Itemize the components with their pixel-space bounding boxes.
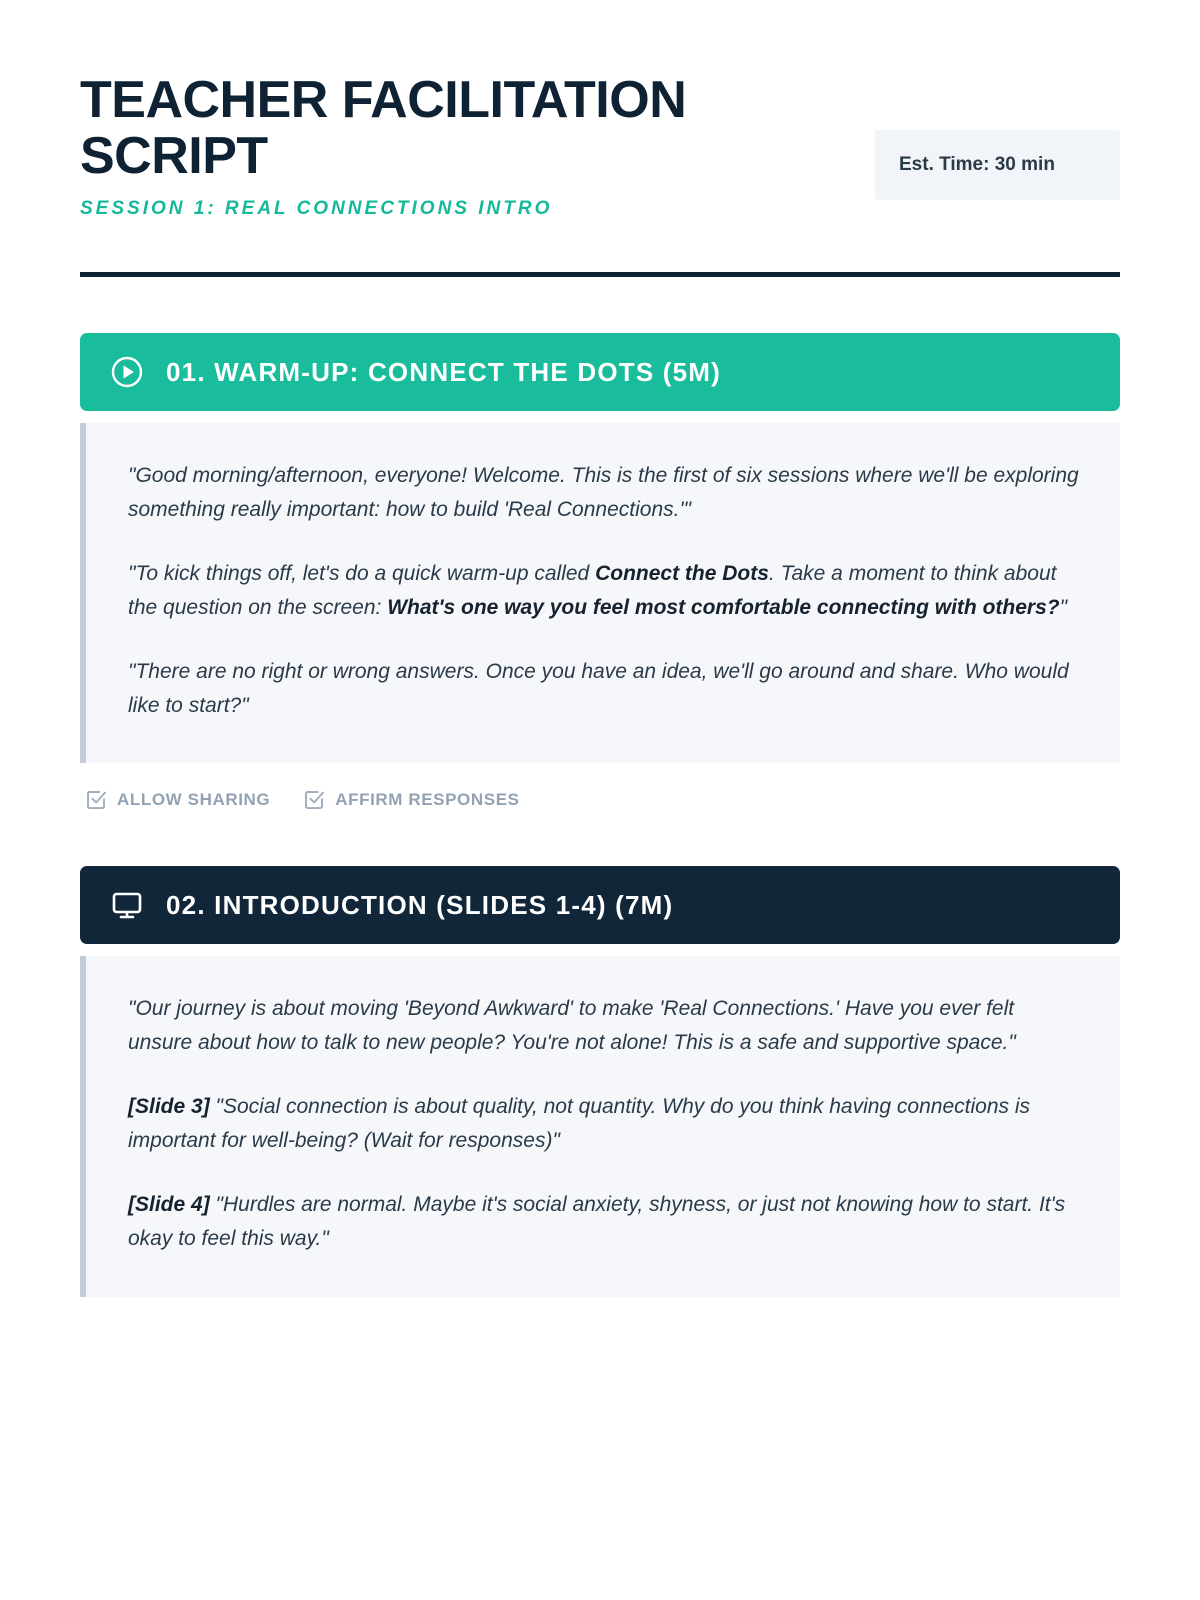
header-text-group bbox=[80, 72, 845, 220]
script-section bbox=[80, 333, 1120, 810]
section-header-bar bbox=[80, 333, 1120, 411]
section-title: 02. INTRODUCTION (SLIDES 1-4) (7M) bbox=[166, 889, 674, 920]
section-checklist bbox=[80, 789, 1120, 810]
checklist-item[interactable] bbox=[86, 789, 270, 810]
emphasized-text: What's one way you feel most comfortable connecting with others? bbox=[387, 596, 1060, 620]
emphasized-text: [Slide 4] bbox=[128, 1193, 210, 1217]
script-text: "Social connection is about quality, not quantity. Why do you think having connections is important for well-being? (Wait for responses)" bbox=[128, 1095, 1031, 1153]
script-text-block bbox=[80, 956, 1120, 1296]
script-text: "To kick things off, let's do a quick warm-up called bbox=[128, 562, 596, 586]
script-text: "There are no right or wrong answers. Once you have an idea, we'll go around and share. Who would like to start?" bbox=[128, 660, 1069, 718]
script-paragraph bbox=[128, 1090, 1080, 1158]
page-subtitle: SESSION 1: REAL CONNECTIONS INTRO bbox=[80, 198, 553, 220]
page-title: TEACHER FACILITATION SCRIPT bbox=[80, 71, 687, 186]
play-circle-icon bbox=[110, 355, 144, 389]
script-text: "Our journey is about moving 'Beyond Awkward' to make 'Real Connections.' Have you ever felt unsure about how to talk to new people? You're not alone! This is a safe and supportive space." bbox=[128, 997, 1016, 1055]
checklist-item[interactable] bbox=[304, 789, 519, 810]
script-paragraph bbox=[128, 655, 1080, 723]
estimated-time-badge: Est. Time: 30 min bbox=[875, 130, 1120, 200]
script-text: "Good morning/afternoon, everyone! Welcome. This is the first of six sessions where we'll be exploring something really important: how to build 'Real Connections.'" bbox=[128, 464, 1079, 522]
script-text: " bbox=[1059, 596, 1068, 620]
emphasized-text: Connect the Dots bbox=[595, 562, 769, 586]
sections-container bbox=[80, 333, 1120, 1296]
section-header-bar bbox=[80, 866, 1120, 944]
checklist-item-label: AFFIRM RESPONSES bbox=[335, 789, 520, 809]
section-title: 01. WARM-UP: CONNECT THE DOTS (5M) bbox=[166, 356, 722, 387]
emphasized-text: [Slide 3] bbox=[128, 1095, 210, 1119]
checkbox-checked-icon[interactable] bbox=[304, 789, 325, 810]
script-paragraph bbox=[128, 557, 1080, 625]
script-text: "Hurdles are normal. Maybe it's social anxiety, shyness, or just not knowing how to start. It's okay to feel this way." bbox=[128, 1193, 1066, 1251]
script-paragraph bbox=[128, 1188, 1080, 1256]
checklist-item-label: ALLOW SHARING bbox=[117, 789, 271, 809]
checkbox-checked-icon[interactable] bbox=[86, 789, 107, 810]
document-header bbox=[80, 72, 1120, 220]
script-section bbox=[80, 866, 1120, 1296]
header-divider bbox=[80, 272, 1120, 277]
monitor-icon bbox=[110, 888, 144, 922]
script-paragraph bbox=[128, 992, 1080, 1060]
script-text: . Take a moment to think about the question on the screen: bbox=[128, 562, 1057, 620]
script-text-block bbox=[80, 423, 1120, 763]
script-paragraph bbox=[128, 459, 1080, 527]
